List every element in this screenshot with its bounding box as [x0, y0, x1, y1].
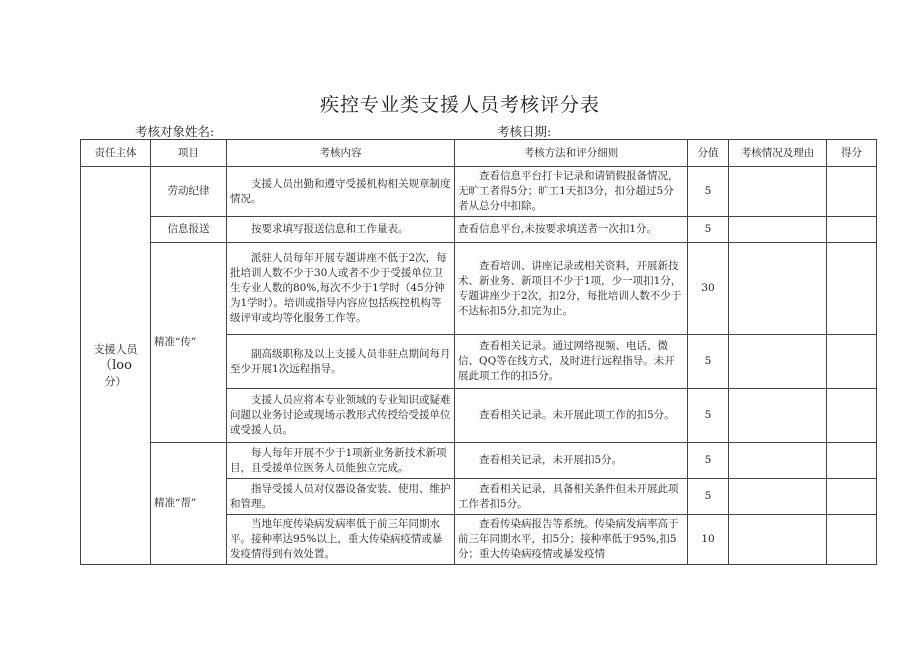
- remarks-cell[interactable]: [729, 389, 827, 443]
- remarks-cell[interactable]: [729, 243, 827, 335]
- remarks-cell[interactable]: [729, 479, 827, 515]
- points-cell[interactable]: [827, 335, 877, 389]
- table-row: [81, 243, 877, 335]
- content-cell: 派驻人员每年开展专题讲座不低于2次，每批培训人数不少于30人或者不少于受援单位卫生专业人数的80%,每次不少于1学时（45分钟为1学时）。培训或指导内容应包括疾控机构等级评审或均等化服务工作等。: [227, 243, 455, 335]
- header-content: 考核内容: [227, 140, 455, 167]
- method-cell: 查看相关记录，具备相关条件但未开展此项工作者扣5分。: [455, 479, 688, 515]
- score-cell: 10: [688, 515, 729, 565]
- header-score: 分值: [688, 140, 729, 167]
- item-precise-transmit: 精准“传”: [151, 243, 227, 443]
- remarks-cell[interactable]: [729, 217, 827, 243]
- points-cell[interactable]: [827, 389, 877, 443]
- content-cell: 支援人员出勤和遵守受援机构相关规章制度情况。: [227, 167, 455, 217]
- points-cell[interactable]: [827, 167, 877, 217]
- remarks-cell[interactable]: [729, 443, 827, 479]
- score-cell: 30: [688, 243, 729, 335]
- item-info-report: 信息报送: [151, 217, 227, 243]
- remarks-cell[interactable]: [729, 335, 827, 389]
- method-cell: 查看相关记录，未开展扣5分。: [455, 443, 688, 479]
- responsible-line-1: 支援人员: [93, 342, 138, 356]
- table-row: [81, 217, 877, 243]
- method-cell: 查看信息平台打卡记录和请销假报备情况，无旷工者得5分；旷工1天扣3分，扣分超过5分者从总分中扣除。: [455, 167, 688, 217]
- header-method: 考核方法和评分细则: [455, 140, 688, 167]
- points-cell[interactable]: [827, 243, 877, 335]
- score-cell: 5: [688, 389, 729, 443]
- score-cell: 5: [688, 479, 729, 515]
- header-responsible: 责任主体: [81, 140, 151, 167]
- points-cell[interactable]: [827, 479, 877, 515]
- header-item: 项目: [151, 140, 227, 167]
- score-cell: 5: [688, 217, 729, 243]
- content-cell: 支援人员应将本专业领域的专业知识或疑难问题以业务讨论或现场示教形式传授给受援单位或受援人员。: [227, 389, 455, 443]
- item-labor-discipline: 劳动纪律: [151, 167, 227, 217]
- table-row: [81, 443, 877, 479]
- header-points: 得分: [827, 140, 877, 167]
- points-cell[interactable]: [827, 443, 877, 479]
- responsible-cell: [81, 167, 151, 565]
- content-cell: 当地年度传染病发病率低于前三年同期水平。接种率达95%以上，重大传染病疫情或暴发疫情得到有效处置。: [227, 515, 455, 565]
- remarks-cell[interactable]: [729, 515, 827, 565]
- method-cell: 查看相关记录。未开展此项工作的扣5分。: [455, 389, 688, 443]
- table-row: [81, 167, 877, 217]
- responsible-line-3: 分）: [104, 374, 127, 388]
- evaluation-date-label: 考核日期:: [497, 124, 552, 139]
- remarks-cell[interactable]: [729, 167, 827, 217]
- method-cell: 查看相关记录。通过网络视频、电话、微信、QQ等在线方式，及时进行远程指导。未开展此项工作的扣5分。: [455, 335, 688, 389]
- content-cell: 指导受援人员对仪器设备安装、使用、维护和管理。: [227, 479, 455, 515]
- header-remarks: 考核情况及理由: [729, 140, 827, 167]
- item-precise-help: 精准“帮”: [151, 443, 227, 565]
- table-header-row: [81, 140, 877, 167]
- points-cell[interactable]: [827, 515, 877, 565]
- score-cell: 5: [688, 167, 729, 217]
- score-cell: 5: [688, 443, 729, 479]
- score-cell: 5: [688, 335, 729, 389]
- content-cell: 每人每年开展不少于1项新业务新技术新项目，且受援单位医务人员能独立完成。: [227, 443, 455, 479]
- page-title: 疾控专业类支援人员考核评分表: [319, 94, 600, 116]
- points-cell[interactable]: [827, 217, 877, 243]
- evaluation-table: [80, 139, 877, 565]
- evaluatee-name-label: 考核对象姓名:: [135, 124, 215, 139]
- content-cell: 副高级职称及以上支援人员非驻点期间每月至少开展1次远程指导。: [227, 335, 455, 389]
- method-cell: 查看培训、讲座记录或相关资料，开展新技术、新业务、新项目不少于1项，少一项扣1分，专题讲座少于2次，扣2分，每批培训人数不少于不达标扣5分,扣完为止。: [455, 243, 688, 335]
- method-cell: 查看信息平台,未按要求填送者一次扣1分。: [455, 217, 688, 243]
- method-cell: 查看传染病报告等系统。传染病发病率高于前三年同期水平，扣5分；接种率低于95%,扣5分；重大传染病疫情或暴发疫情: [455, 515, 688, 565]
- content-cell: 按要求填写报送信息和工作量表。: [227, 217, 455, 243]
- responsible-line-2: （loo: [99, 357, 132, 373]
